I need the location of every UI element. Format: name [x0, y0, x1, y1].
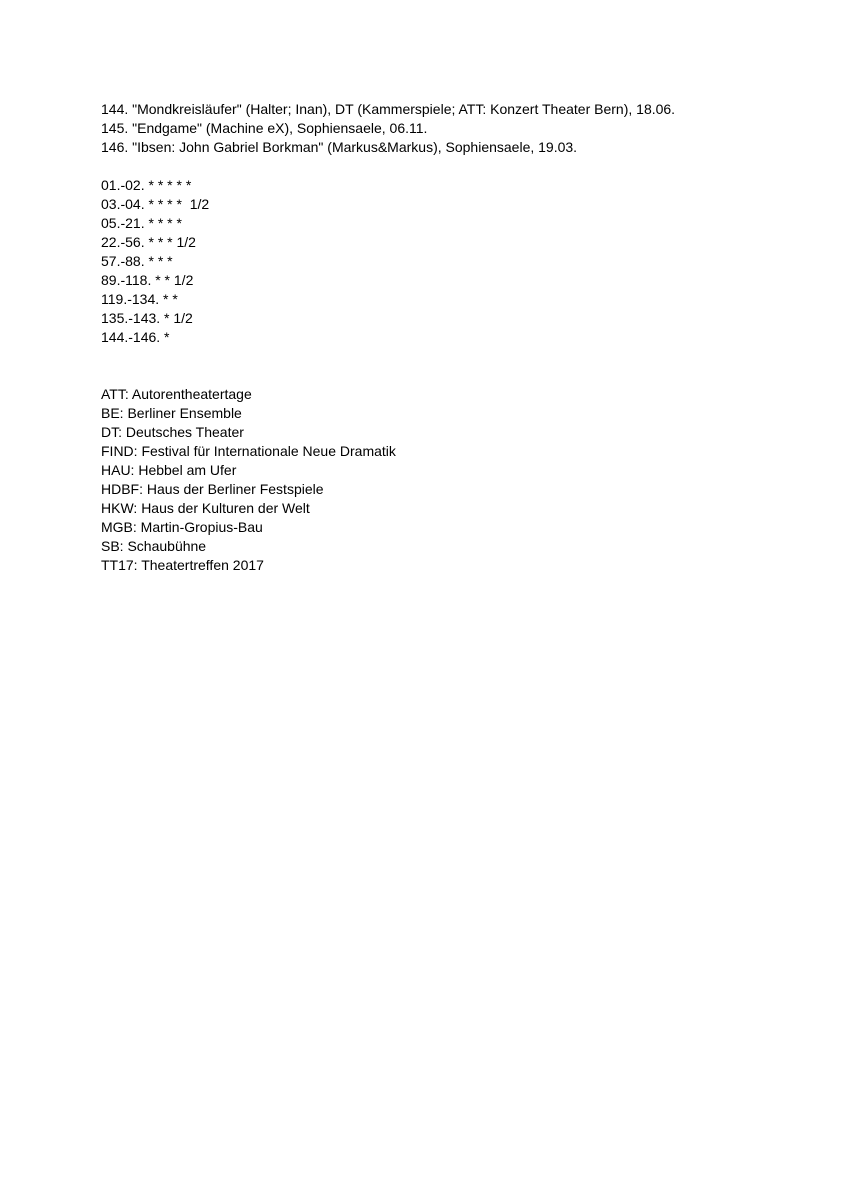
entry-line: 145. "Endgame" (Machine eX), Sophiensaele, 06.11. — [101, 120, 428, 136]
page-content — [101, 100, 801, 575]
abbreviation-line: MGB: Martin-Gropius-Bau — [101, 519, 263, 535]
abbreviation-line: SB: Schaubühne — [101, 538, 207, 554]
spacer — [101, 157, 801, 176]
abbreviation-list — [101, 385, 801, 575]
rating-line: 22.-56. * * * 1/2 — [101, 234, 196, 250]
abbreviation-line: BE: Berliner Ensemble — [101, 405, 242, 421]
rating-line: 135.-143. * 1/2 — [101, 310, 193, 326]
spacer — [101, 347, 801, 385]
abbreviation-line: HKW: Haus der Kulturen der Welt — [101, 500, 310, 516]
rating-line: 144.-146. * — [101, 329, 170, 345]
rating-line: 05.-21. * * * * — [101, 215, 182, 231]
rating-line: 119.-134. * * — [101, 291, 178, 307]
rating-line: 57.-88. * * * — [101, 253, 173, 269]
entry-list — [101, 100, 801, 157]
entry-line: 146. "Ibsen: John Gabriel Borkman" (Markus&Markus), Sophiensaele, 19.03. — [101, 139, 578, 155]
abbreviation-line: TT17: Theatertreffen 2017 — [101, 557, 264, 573]
abbreviation-line: DT: Deutsches Theater — [101, 424, 244, 440]
rating-list — [101, 176, 801, 347]
abbreviation-line: HAU: Hebbel am Ufer — [101, 462, 237, 478]
abbreviation-line: HDBF: Haus der Berliner Festspiele — [101, 481, 324, 497]
entry-line: 144. "Mondkreisläufer" (Halter; Inan), DT (Kammerspiele; ATT: Konzert Theater Bern), 18.06. — [101, 101, 676, 117]
abbreviation-line: ATT: Autorentheatertage — [101, 386, 252, 402]
abbreviation-line: FIND: Festival für Internationale Neue Dramatik — [101, 443, 396, 459]
rating-line: 03.-04. * * * * 1/2 — [101, 196, 210, 212]
rating-line: 89.-118. * * 1/2 — [101, 272, 194, 288]
rating-line: 01.-02. * * * * * — [101, 177, 192, 193]
